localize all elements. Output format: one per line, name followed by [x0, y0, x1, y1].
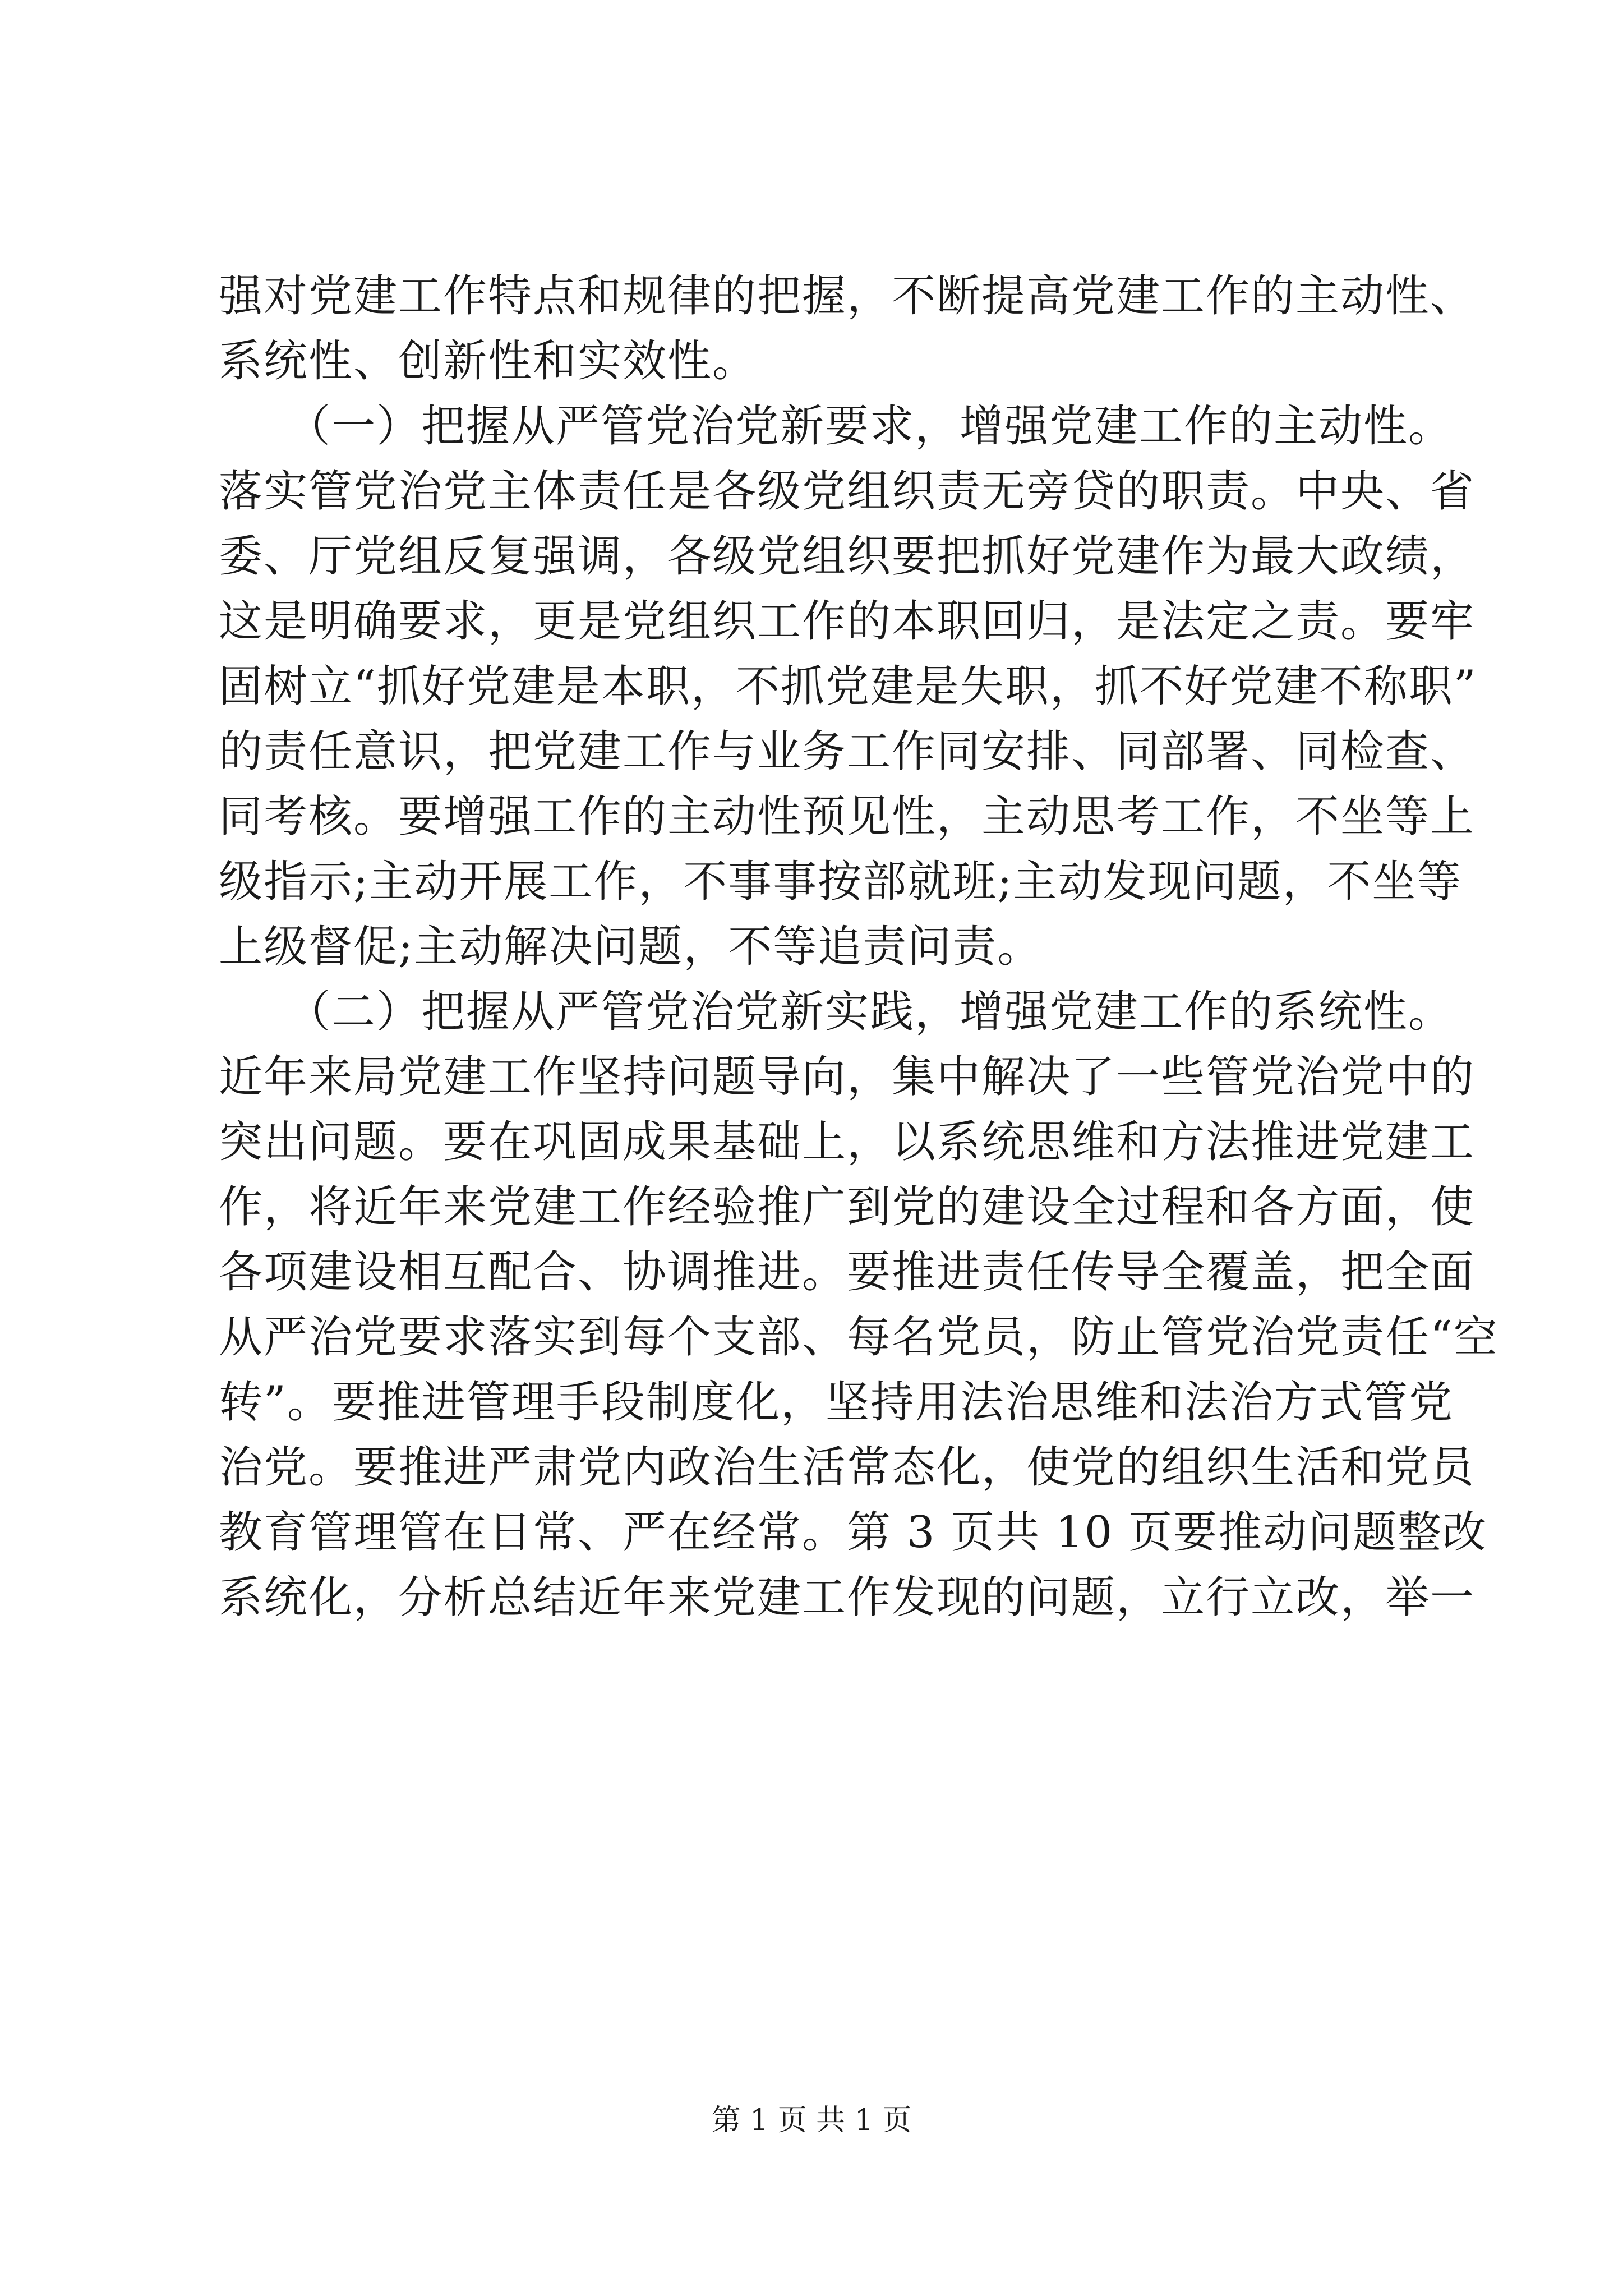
body-line: 教育管理管在日常、严在经常。第 3 页共 10 页要推动问题整改: [219, 1507, 1488, 1558]
body-line: 作，将近年来党建工作经验推广到党的建设全过程和各方面，使: [219, 1182, 1476, 1232]
body-line: 落实管党治党主体责任是各级党组织责无旁贷的职责。中央、省: [219, 466, 1476, 517]
body-line: （二）把握从严管党治党新实践，增强党建工作的系统性。: [219, 987, 1454, 1037]
body-line: 近年来局党建工作坚持问题导向，集中解决了一些管党治党中的: [219, 1052, 1476, 1102]
body-line: 转”。要推进管理手段制度化，坚持用法治思维和法治方式管党: [219, 1377, 1454, 1428]
body-line: 固树立“抓好党建是本职，不抓党建是失职，抓不好党建不称职”: [219, 661, 1477, 712]
body-line: 的责任意识，把党建工作与业务工作同安排、同部署、同检查、: [219, 726, 1476, 777]
body-line: 系统性、创新性和实效性。: [219, 336, 758, 386]
body-line: 委、厅党组反复强调，各级党组织要把抓好党建作为最大政绩，: [219, 531, 1476, 582]
body-line: 强对党建工作特点和规律的把握，不断提高党建工作的主动性、: [219, 271, 1476, 321]
page-footer: [0, 2101, 1623, 2140]
body-line: 从严治党要求落实到每个支部、每名党员，防止管党治党责任“空: [219, 1312, 1498, 1363]
body-line: 这是明确要求，更是党组织工作的本职回归，是法定之责。要牢: [219, 596, 1476, 647]
body-line: 治党。要推进严肃党内政治生活常态化，使党的组织生活和党员: [219, 1442, 1476, 1493]
document-body: [219, 264, 1498, 1630]
body-line: （一）把握从严管党治党新要求，增强党建工作的主动性。: [219, 401, 1454, 452]
body-line: 各项建设相互配合、协调推进。要推进责任传导全覆盖，把全面: [219, 1247, 1476, 1297]
body-line: 级指示;主动开展工作，不事事按部就班;主动发现问题，不坐等: [219, 857, 1462, 907]
body-line: 同考核。要增强工作的主动性预见性，主动思考工作，不坐等上: [219, 792, 1476, 842]
body-line: 系统化，分析总结近年来党建工作发现的问题，立行立改，举一: [219, 1572, 1476, 1623]
page-number: 第 1 页 共 1 页: [711, 2104, 912, 2137]
body-line: 突出问题。要在巩固成果基础上，以系统思维和方法推进党建工: [219, 1117, 1476, 1167]
body-line: 上级督促;主动解决问题，不等追责问责。: [219, 922, 1043, 972]
